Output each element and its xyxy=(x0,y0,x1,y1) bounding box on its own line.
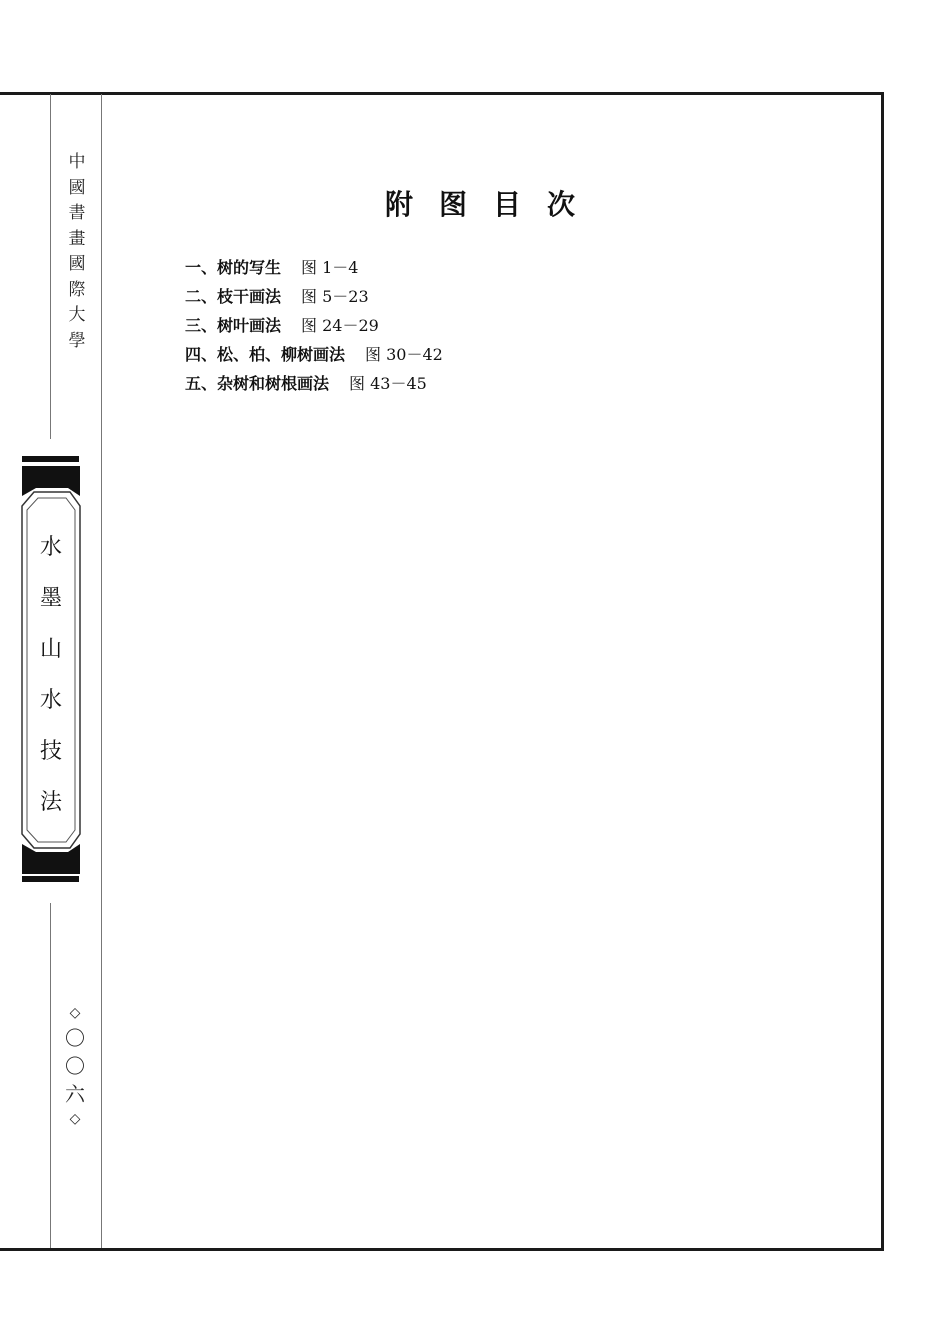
toc-entry-figures: 图 30－42 xyxy=(365,345,443,364)
book-title-char: 山 xyxy=(39,637,62,662)
book-title-char: 水 xyxy=(39,535,62,560)
frame-right-border xyxy=(881,92,884,1251)
toc-entry-title: 三、树叶画法 xyxy=(185,316,282,335)
toc-entry-figures: 图 1－4 xyxy=(301,258,359,277)
frame-bottom-border xyxy=(0,1248,884,1251)
spine-school-name: 中國書畫國際大學 xyxy=(68,152,86,351)
toc-entry xyxy=(185,369,443,398)
toc-entry-title: 一、树的写生 xyxy=(185,258,282,277)
toc-entry-figures: 图 24－29 xyxy=(301,316,379,335)
page-number-digits: 〇〇六 xyxy=(65,1026,85,1106)
book-title-char: 法 xyxy=(39,790,62,815)
toc-entry-figures: 图 43－45 xyxy=(349,374,427,393)
book-title-char: 水 xyxy=(39,688,62,713)
toc-entry xyxy=(185,282,443,311)
diamond-icon: ◇ xyxy=(69,1005,81,1021)
toc-entry-title: 四、松、柏、柳树画法 xyxy=(185,345,346,364)
spine-book-title xyxy=(30,530,72,836)
toc-entry-figures: 图 5－23 xyxy=(301,287,369,306)
book-title-char: 技 xyxy=(39,739,62,764)
spine-divider-line xyxy=(101,94,102,1248)
toc-entry xyxy=(185,253,443,282)
page-number xyxy=(60,1002,90,1130)
toc-entry-title: 二、枝干画法 xyxy=(185,287,282,306)
toc-entry xyxy=(185,311,443,340)
spine-bottom-bar xyxy=(22,876,79,882)
diamond-icon: ◇ xyxy=(69,1111,81,1127)
toc-entry-title: 五、杂树和树根画法 xyxy=(185,374,330,393)
page-title: 附图目次 xyxy=(385,188,602,221)
table-of-contents xyxy=(185,253,443,398)
spine-line-upper xyxy=(50,94,51,439)
toc-entry xyxy=(185,340,443,369)
spine-top-bar xyxy=(22,456,79,462)
spine-line-lower xyxy=(50,903,51,1248)
frame-top-border xyxy=(0,92,884,95)
book-title-char: 墨 xyxy=(39,586,62,611)
